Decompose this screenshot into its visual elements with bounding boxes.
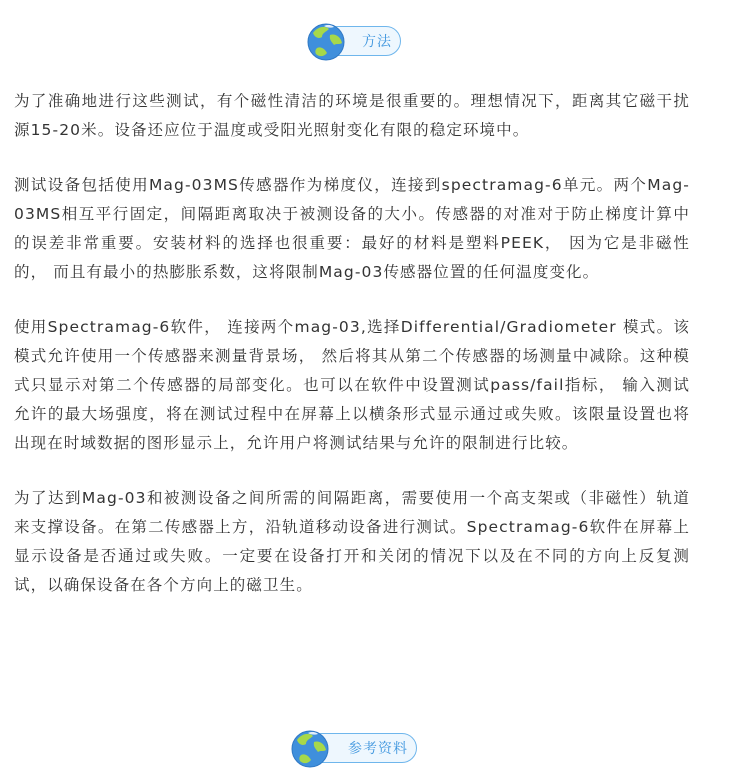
paragraph-software: 使用Spectramag-6软件， 连接两个mag-03,选择Differential/Gradiometer 模式。该模式允许使用一个传感器来测量背景场， 然后将其从第二个传感器的场测量中减除。这种模式只显示对第二个传感器的局部变化。也可以在软件中设置测试pass/fail指标， 输入测试允许的最大场强度，将在测试过程中在屏幕上以横条形式显示通过或失败。该限量设置也将出现在时域数据的图形显示上，允许用户将测试结果与允许的限制进行比较。: [14, 318, 690, 452]
article-body: [14, 87, 690, 626]
references-badge-label: 参考资料: [348, 741, 408, 757]
globe-icon: [289, 728, 331, 770]
paragraph-equipment: 测试设备包括使用Mag-03MS传感器作为梯度仪，连接到spectramag-6单元。两个Mag-03MS相互平行固定，间隔距离取决于被测设备的大小。传感器的对准对于防止梯度计算中的误差非常重要。安装材料的选择也很重要：最好的材料是塑料PEEK， 因为它是非磁性的， 而且有最小的热膨胀系数，这将限制Mag-03传感器位置的任何温度变化。: [14, 176, 690, 281]
method-section-badge: [305, 25, 401, 59]
method-badge-label: 方法: [362, 34, 392, 50]
references-section-badge: [289, 732, 417, 766]
paragraph-environment: 为了准确地进行这些测试，有个磁性清洁的环境是很重要的。理想情况下，距离其它磁干扰源15-20米。设备还应位于温度或受阳光照射变化有限的稳定环境中。: [14, 92, 690, 139]
paragraph-procedure: 为了达到Mag-03和被测设备之间所需的间隔距离，需要使用一个高支架或（非磁性）轨道来支撑设备。在第二传感器上方，沿轨道移动设备进行测试。Spectramag-6软件在屏幕上显示设备是否通过或失败。一定要在设备打开和关闭的情况下以及在不同的方向上反复测试，以确保设备在各个方向上的磁卫生。: [14, 489, 690, 594]
globe-icon: [305, 21, 347, 63]
